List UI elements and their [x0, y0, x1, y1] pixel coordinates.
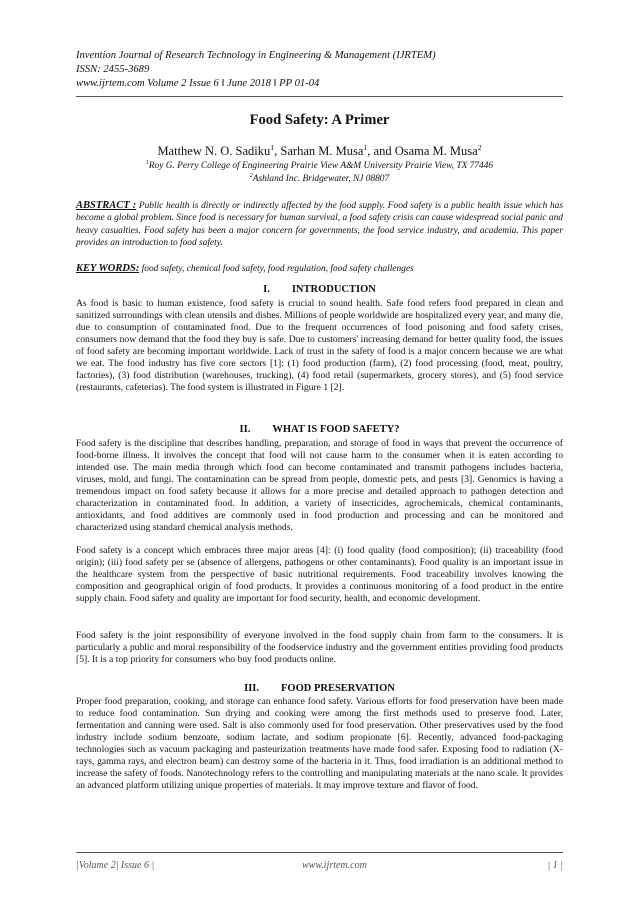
- abstract: [76, 200, 563, 249]
- author-line: [76, 144, 563, 159]
- keywords-label: KEY WORDS:: [76, 263, 140, 274]
- body-paragraph: Proper food preparation, cooking, and storage can enhance food safety. Various efforts for food preservation have been made to reduce food contamination. Sun drying and cooking were among the first methods used to preserve food. Later, fermentation and canning were used. Salt is also commonly used for food preservation. Other preservatives used by the food industry include sodium benzoate, sodium lactate, and sodium propionate [6]. Recently, advanced food-packaging technologies such as vacuum packaging and pasteurization treatments have made food safer. Exposing food to radiation (X-rays, gamma rays, and electron beam) can destroy some of the bacteria in it. Thus, food irradiation is an additional method to increase the safety of foods. Nanotechnology refers to the controlling and manipulating materials at the nano scale. It provides an advanced platform utilizing unique properties of materials. It may improve texture and flavor of food.: [76, 696, 563, 792]
- abstract-label: ABSTRACT :: [76, 200, 137, 211]
- affiliation-2: [76, 174, 563, 184]
- affiliation-text: Roy G. Perry College of Engineering Prairie View A&M University Prairie View, TX 77446: [148, 161, 494, 171]
- author-affil-mark: 1: [363, 142, 368, 152]
- author-affil-mark: 1: [270, 142, 275, 152]
- journal-issn: ISSN: 2455-3689: [76, 64, 150, 75]
- author-name: Matthew N. O. Sadiku: [157, 144, 271, 158]
- section-title: FOOD PRESERVATION: [281, 683, 395, 694]
- author-name: Osama M. Musa: [394, 144, 478, 158]
- section-title: INTRODUCTION: [291, 284, 376, 295]
- keywords: [76, 263, 563, 274]
- author-name: Sarhan M. Musa: [280, 144, 364, 158]
- header-rule: [76, 96, 563, 97]
- body-paragraph: As food is basic to human existence, food safety is crucial to sound health. Safe food refers food prepared in clean and sanitized surroundings with clean utensils and dishes. Millions of people worldwide are hospitalized every year, and many die, due to consumption of contaminated food. Due to the frequent occurrences of food poisoning and food safety crises, consumers now demand that the food they buy is safe. Due to customers' increasing demand for better quality food, the issues of food safety are becoming important worldwide. Lack of trust in the safety of food is a major concern because we are what we eat. The food industry has five core sectors [1]: (1) food production (farm), (2) food processing (food, meat, poultry, factories), (3) food distribution (warehouses, trucking), (4) food retail (supermarkets, grocery stores), and (5) food service (restaurants, cafeterias). The food system is illustrated in Figure 1 [2].: [76, 298, 563, 394]
- footer-website-link[interactable]: www.ijrtem.com: [302, 860, 367, 871]
- section-heading-what-is-food-safety: [76, 424, 563, 435]
- affiliation-text: Ashland Inc. Bridgewater, NJ 08807: [252, 174, 390, 184]
- section-heading-food-preservation: [76, 683, 563, 694]
- abstract-text: Public health is directly or indirectly affected by the food supply. Food safety is a public health issue which has become a global problem. Since food is necessary for human survival, a food safety crisis can cause widespread social panic and heavy casualties. Food safety has been a major concern for governments, the food service industry, and academia. This paper provides an introduction to food safety.: [76, 201, 563, 248]
- affiliation-mark: 1: [145, 159, 149, 166]
- body-paragraph: Food safety is the joint responsibility of everyone involved in the food supply chain from farm to the consumers. It is particularly a public and moral responsibility of the foodservice industry and the government entities providing food products [5]. It is a top priority for consumers who buy food products online.: [76, 630, 563, 666]
- journal-volume-line: www.ijrtem.com Volume 2 Issue 6 ǁ June 2018 ǁ PP 01-04: [76, 78, 320, 89]
- affiliation-mark: 2: [249, 172, 253, 179]
- footer-volume: |Volume 2| Issue 6 |: [76, 860, 155, 871]
- keywords-text: food safety, chemical food safety, food regulation, food safety challenges: [139, 264, 414, 274]
- journal-header: [76, 49, 566, 91]
- author-separator: , and: [367, 144, 395, 158]
- section-heading-introduction: [76, 284, 563, 295]
- body-paragraph: Food safety is the discipline that describes handling, preparation, and storage of food in ways that prevent the occurrence of food-borne illness. It involves the concept that food will not cause harm to the consumer when it is eaten according to intended use. The main media through which food can become contaminated and transmit pathogens includes bacteria, viruses, mold, and fungi. The contamination can be spread from people, domestic pets, and pests [3]. Genomics is having a tremendous impact on food safety because it allows for a more precise and detailed approach to pathogen detection and characterization in contaminated food. In addition, a variety of insecticides, agrochemicals, chemical contaminants, antioxidants, and food additives are commonly used in food production and processing and can be monitored and characterized using standard chemical analysis methods.: [76, 438, 563, 534]
- journal-name: Invention Journal of Research Technology in Engineering & Management (IJRTEM): [76, 50, 436, 61]
- section-number: III.: [244, 683, 259, 694]
- paper-title: Food Safety: A Primer: [249, 112, 390, 128]
- footer-page-number: | 1 |: [547, 860, 563, 871]
- footer-rule: [76, 852, 563, 853]
- section-number: II.: [239, 424, 251, 435]
- author-separator: ,: [274, 144, 281, 158]
- affiliation-1: [76, 161, 563, 171]
- section-title: WHAT IS FOOD SAFETY?: [272, 424, 400, 435]
- body-paragraph: Food safety is a concept which embraces three major areas [4]: (i) food quality (food composition); (ii) traceability (food origin); (iii) food safety per se (absence of allergens, pathogens or other contaminants). Food quality is an important issue in the healthcare system from the perspective of basic nutritional requirements. Food traceability involves knowing the composition and geographical origin of food products. It provides a continuous monitoring of a food product in the entire supply chain. Food safety and quality are important for food security, health, and economic development.: [76, 545, 563, 605]
- section-number: I.: [263, 284, 270, 295]
- author-affil-mark: 2: [477, 142, 482, 152]
